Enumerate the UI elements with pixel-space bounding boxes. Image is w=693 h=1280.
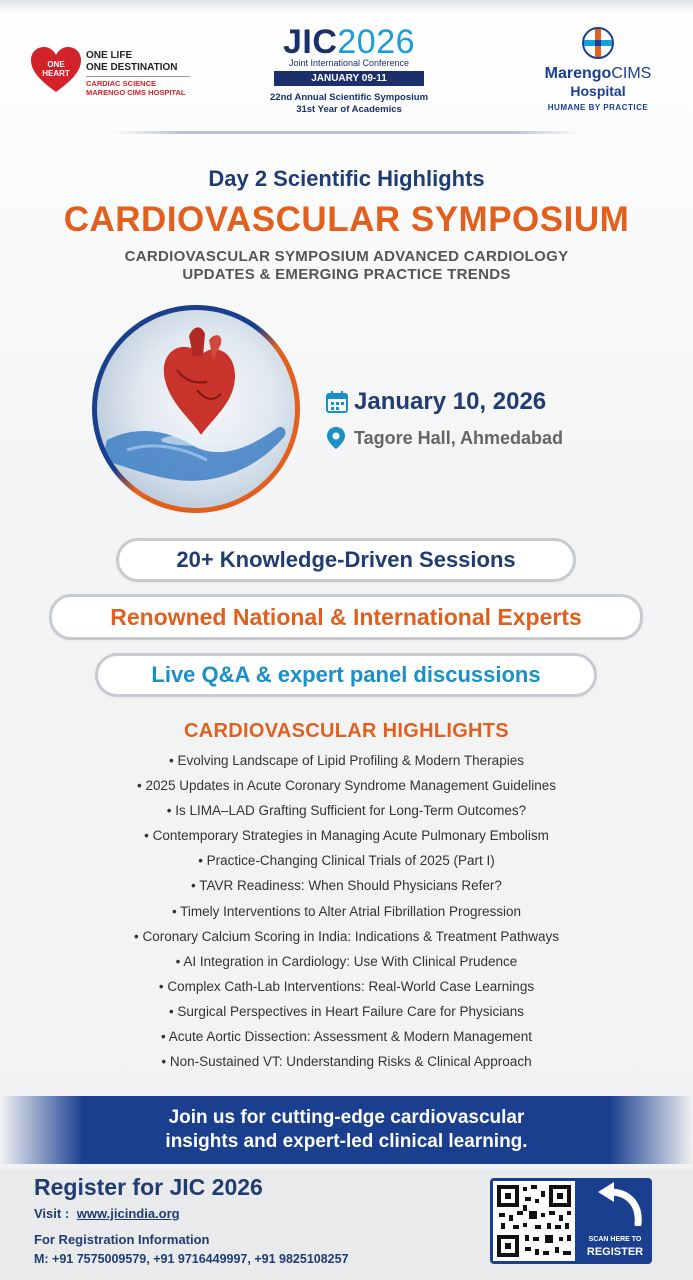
one-heart-logo	[30, 46, 200, 96]
one-life-text: ONE LIFE	[86, 50, 133, 61]
location-pin-icon	[326, 426, 346, 450]
jic-subtitle: Joint International Conference	[288, 58, 410, 68]
register-text: REGISTER	[586, 1246, 644, 1258]
highlight-item: • AI Integration in Cardiology: Use With Clinical Prudence	[60, 949, 633, 974]
website-link[interactable]: www.jicindia.org	[76, 1206, 180, 1221]
brand-name	[528, 65, 668, 83]
marengo-cims-logo	[528, 26, 668, 112]
jic-logo	[270, 24, 428, 116]
phone-numbers: M: +91 7575009579, +91 9716449997, +91 9825108257	[34, 1252, 349, 1266]
heart-hand-illustration	[97, 310, 295, 508]
highlight-item: • 2025 Updates in Acute Coronary Syndrome Management Guidelines	[60, 773, 633, 798]
cardiac-science-text: CARDIAC SCIENCE	[86, 79, 157, 88]
brand-marengo: Marengo	[544, 65, 612, 82]
highlight-item: • Complex Cath-Lab Interventions: Real-World Case Learnings	[60, 974, 633, 999]
highlight-item: • TAVR Readiness: When Should Physicians Refer?	[60, 873, 633, 898]
jic-name: JIC	[282, 23, 338, 61]
highlights-list	[60, 748, 633, 1074]
event-venue	[326, 426, 563, 450]
scan-text	[578, 1234, 652, 1258]
event-date	[326, 388, 546, 416]
highlight-item: • Surgical Perspectives in Heart Failure Care for Physicians	[60, 999, 633, 1024]
jic-academics-line: 31st Year of Academics	[296, 104, 402, 115]
one-heart-text	[86, 50, 190, 97]
main-title: CARDIOVASCULAR SYMPOSIUM	[63, 200, 630, 239]
highlights-title: CARDIOVASCULAR HIGHLIGHTS	[184, 720, 509, 742]
highlight-item: • Practice-Changing Clinical Trials of 2025 (Part I)	[60, 848, 633, 873]
highlight-item: • Is LIMA–LAD Grafting Sufficient for Long-Term Outcomes?	[60, 798, 633, 823]
qr-code[interactable]	[493, 1181, 575, 1261]
qa-pill: Live Q&A & expert panel discussions	[95, 653, 597, 697]
heart-logo-icon	[30, 46, 82, 94]
sub-title: CARDIOVASCULAR SYMPOSIUM ADVANCED CARDIOLOGY UPDATES & EMERGING PRACTICE TRENDS	[124, 248, 569, 283]
curved-arrow-icon	[580, 1180, 650, 1226]
marengo-cims-hospital-text: MARENGO CIMS HOSPITAL	[86, 88, 186, 97]
scan-here-text: SCAN HERE TO	[588, 1236, 642, 1243]
registration-footer	[0, 1170, 693, 1280]
jic-title	[270, 24, 428, 60]
brand-hospital: Hospital	[570, 83, 626, 99]
join-banner	[0, 1096, 693, 1164]
heart-text-one: ONE	[47, 60, 65, 69]
jic-dates: JANUARY 09-11	[274, 71, 424, 86]
jic-year: 2026	[337, 23, 416, 61]
heart-hand-image	[97, 310, 295, 508]
highlight-item: • Contemporary Strategies in Managing Acute Pulmonary Embolism	[60, 823, 633, 848]
day-title: Day 2 Scientific Highlights	[208, 166, 485, 191]
sessions-pill: 20+ Knowledge-Driven Sessions	[116, 538, 576, 582]
highlight-item: • Non-Sustained VT: Understanding Risks & Clinical Approach	[60, 1049, 633, 1074]
logo-divider	[86, 76, 190, 77]
join-banner-line1: Join us for cutting-edge cardiovascular	[168, 1107, 525, 1128]
registration-info-label: For Registration Information	[34, 1232, 210, 1247]
highlight-item: • Timely Interventions to Alter Atrial Fibrillation Progression	[60, 899, 633, 924]
brand-tagline: HUMANE BY PRACTICE	[547, 103, 649, 112]
jic-symposium-line: 22nd Annual Scientific Symposium	[270, 92, 429, 103]
hero-image-ring	[92, 305, 300, 513]
qr-code-icon	[493, 1181, 575, 1261]
brand-cims: CIMS	[611, 65, 652, 82]
experts-pill: Renowned National & International Experts	[49, 594, 643, 640]
highlight-item: • Evolving Landscape of Lipid Profiling & Modern Therapies	[60, 748, 633, 773]
highlight-item: • Coronary Calcium Scoring in India: Indications & Treatment Pathways	[60, 924, 633, 949]
header-divider	[112, 131, 582, 134]
event-venue-text: Tagore Hall, Ahmedabad	[354, 427, 564, 448]
event-date-text: January 10, 2026	[354, 388, 547, 415]
visit-label: Visit :	[34, 1206, 70, 1221]
scan-area[interactable]	[578, 1178, 652, 1264]
visit-line	[34, 1206, 180, 1221]
top-strip	[0, 0, 693, 14]
highlight-item: • Acute Aortic Dissection: Assessment & Modern Management	[60, 1024, 633, 1049]
calendar-icon	[326, 391, 348, 413]
hospital-cross-icon	[581, 26, 615, 60]
join-banner-line2: insights and expert-led clinical learning.	[165, 1131, 528, 1152]
one-destination-text: ONE DESTINATION	[86, 62, 178, 73]
register-title: Register for JIC 2026	[34, 1174, 263, 1200]
qr-register-box[interactable]	[490, 1178, 652, 1264]
heart-text-heart: HEART	[42, 69, 70, 78]
